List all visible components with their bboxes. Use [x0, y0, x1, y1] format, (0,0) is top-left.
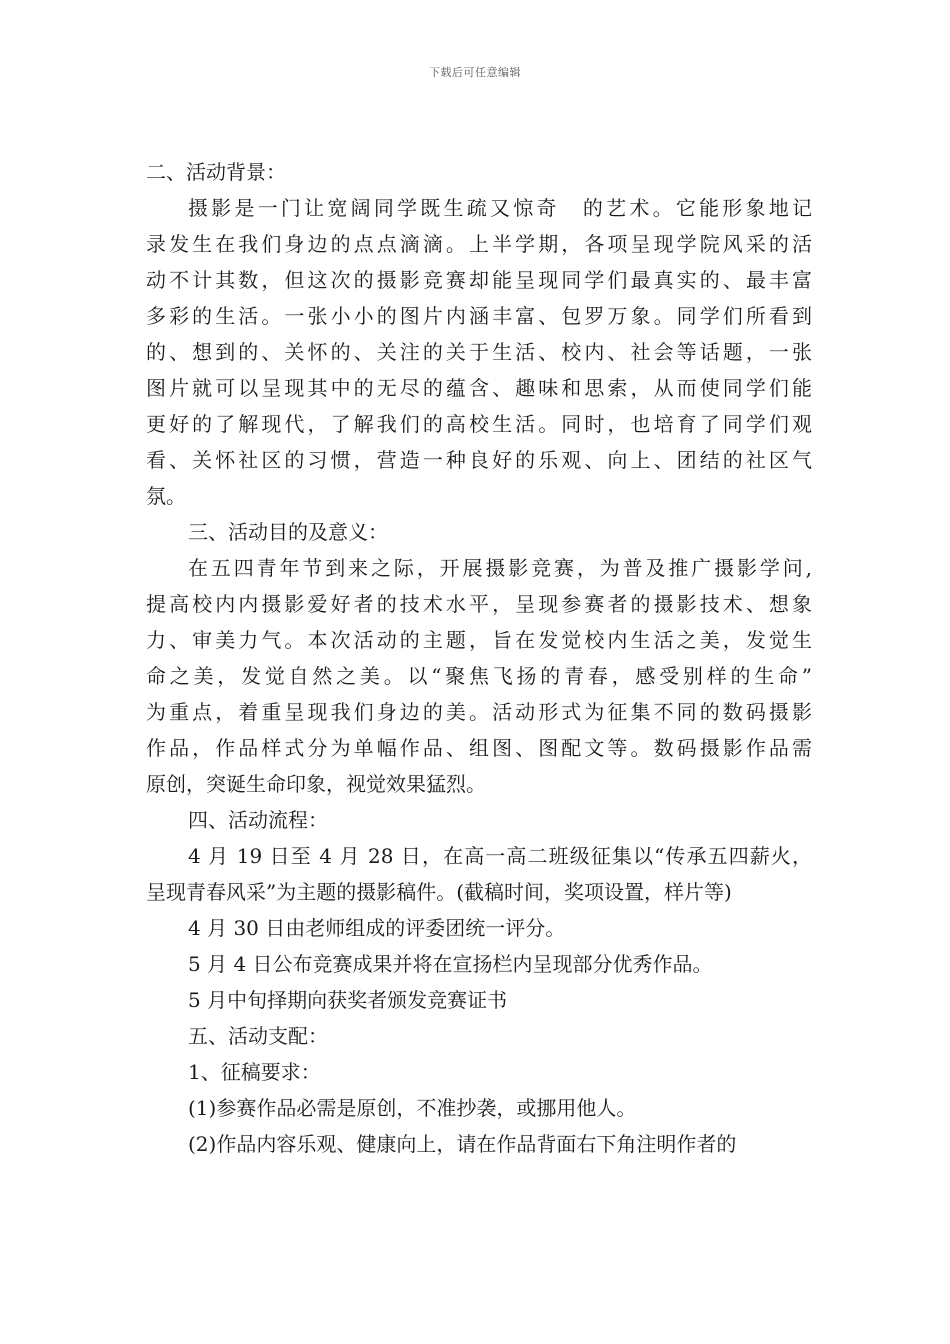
paragraph-line: 命之美，发觉自然之美。以“聚焦飞扬的青春，感受别样的生命” [146, 664, 812, 688]
paragraph-line: 多彩的生活。一张小小的图片内涵丰富、包罗万象。同学们所看到 [146, 304, 812, 328]
process-item-4: 5 月中旬择期向获奖者颁发竞赛证书 [188, 988, 508, 1012]
document-body [146, 154, 812, 1162]
paragraph-line: 图片就可以呈现其中的无尽的蕴含、趣味和思索，从而使同学们能 [146, 376, 812, 400]
paragraph-line: 力、审美力气。本次活动的主题，旨在发觉校内生活之美，发觉生 [146, 628, 812, 652]
requirement-item-1: (1)参赛作品必需是原创，不准抄袭，或挪用他人。 [188, 1096, 637, 1120]
paragraph-line: 原创，突诞生命印象，视觉效果猛烈。 [146, 772, 486, 796]
process-item-3: 5 月 4 日公布竞赛成果并将在宣扬栏内呈现部分优秀作品。 [188, 952, 713, 976]
process-item-1: 4 月 19 日至 4 月 28 日，在高一高二班级征集以“传承五四薪火， [188, 844, 812, 868]
requirement-item-2: (2)作品内容乐观、健康向上，请在作品背面右下角注明作者的 [188, 1132, 737, 1156]
paragraph-line: 的、想到的、关怀的、关注的关于生活、校内、社会等话题，一张 [146, 340, 812, 364]
paragraph-line: 为重点，着重呈现我们身边的美。活动形式为征集不同的数码摄影 [146, 700, 812, 724]
section-heading-arrangement: 五、活动支配： [188, 1024, 328, 1048]
paragraph-line: 动不计其数，但这次的摄影竞赛却能呈现同学们最真实的、最丰富 [146, 268, 812, 292]
paragraph-line: 提高校内内摄影爱好者的技术水平，呈现参赛者的摄影技术、想象 [146, 592, 812, 616]
paragraph-line: 氛。 [146, 484, 186, 508]
paragraph-line: 摄影是一门让宽阔同学既生疏又惊奇 的艺术。它能形象地记 [188, 196, 812, 220]
paragraph-line: 更好的了解现代，了解我们的高校生活。同时，也培育了同学们观 [146, 412, 812, 436]
paragraph-line: 在五四青年节到来之际，开展摄影竞赛，为普及推广摄影学问, [188, 556, 812, 580]
section-heading-process: 四、活动流程： [188, 808, 328, 832]
page-header: 下载后可任意编辑 [429, 66, 521, 79]
paragraph-line: 录发生在我们身边的点点滴滴。上半学期，各项呈现学院风采的活 [146, 232, 812, 256]
process-item-2: 4 月 30 日由老师组成的评委团统一评分。 [188, 916, 566, 940]
subsection-heading-requirements: 1、征稿要求： [188, 1060, 321, 1084]
section-heading-background: 二、活动背景： [146, 160, 286, 184]
paragraph-line: 看、关怀社区的习惯，营造一种良好的乐观、向上、团结的社区气 [146, 448, 812, 472]
section-heading-purpose: 三、活动目的及意义： [188, 520, 388, 544]
paragraph-line: 作品，作品样式分为单幅作品、组图、图配文等。数码摄影作品需 [146, 736, 812, 760]
process-item-1-cont: 呈现青春风采”为主题的摄影稿件。(截稿时间，奖项设置，样片等) [146, 880, 732, 904]
